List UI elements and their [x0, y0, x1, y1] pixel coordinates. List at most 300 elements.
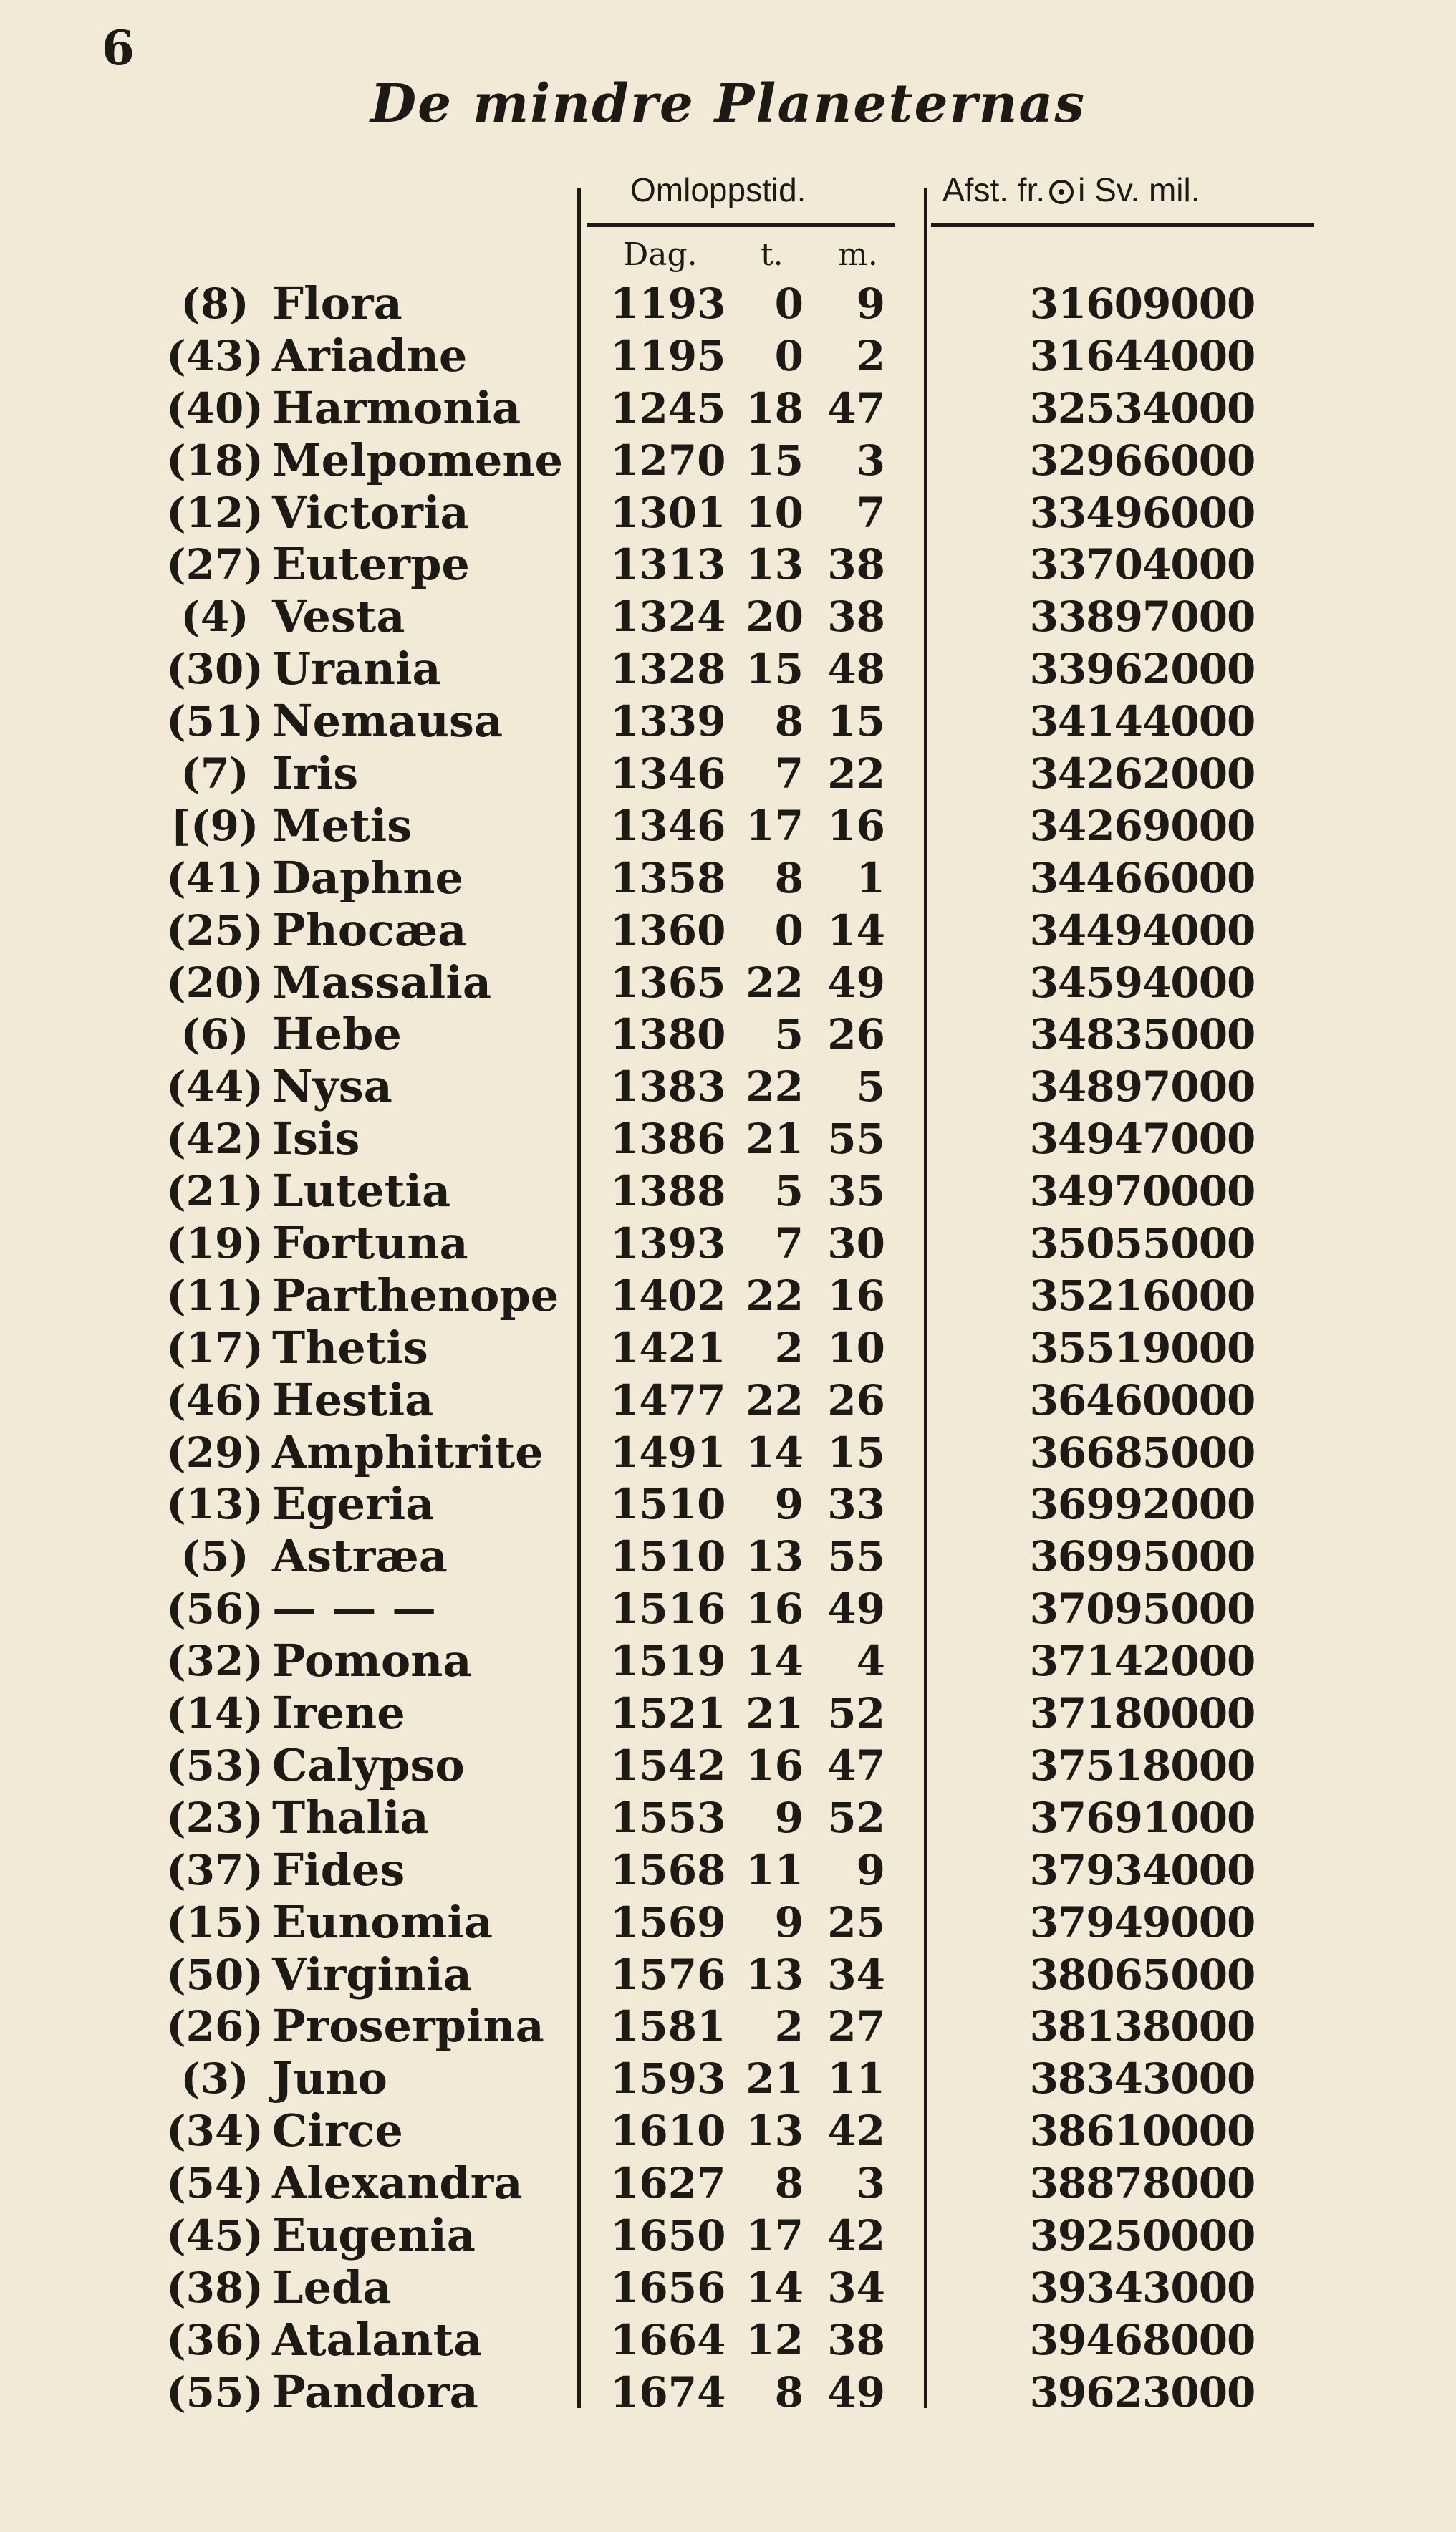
period-days: 1245 [610, 383, 726, 433]
planet-name: Massalia [272, 955, 492, 1009]
table-row [0, 2053, 1456, 2105]
sun-distance: 37518000 [1029, 1741, 1255, 1790]
period-days: 1383 [610, 1062, 726, 1112]
period-days: 1674 [610, 2367, 726, 2417]
sun-distance: 38610000 [1029, 2107, 1255, 2156]
period-minutes: 48 [827, 645, 885, 694]
planet-number: (4) [180, 592, 249, 642]
period-minutes: 49 [827, 1584, 885, 1634]
period-days: 1380 [610, 1010, 726, 1059]
planet-name: Iris [272, 747, 359, 800]
period-hours: 2 [774, 1323, 804, 1372]
period-minutes: 52 [827, 1793, 885, 1842]
period-hours: 22 [746, 958, 804, 1007]
planet-number: (56) [166, 1584, 264, 1634]
period-days: 1360 [610, 905, 726, 955]
period-minutes: 15 [827, 1428, 885, 1477]
period-days: 1510 [610, 1532, 726, 1582]
period-days: 1477 [610, 1375, 726, 1425]
table-row [0, 1792, 1456, 1844]
period-hours: 14 [746, 1428, 804, 1477]
sun-distance: 33897000 [1029, 592, 1255, 642]
table-row [0, 1635, 1456, 1688]
table-row [0, 435, 1456, 487]
sun-distance: 34262000 [1029, 749, 1255, 799]
planet-number: (36) [166, 2315, 264, 2364]
period-hours: 13 [746, 1532, 804, 1582]
table-row [0, 1740, 1456, 1792]
period-minutes: 11 [827, 2054, 885, 2104]
planet-number: (46) [166, 1375, 264, 1425]
table-row [0, 1583, 1456, 1635]
period-minutes: 5 [856, 1062, 885, 1112]
period-days: 1195 [610, 331, 726, 380]
period-days: 1339 [610, 697, 726, 746]
period-days: 1270 [610, 435, 726, 485]
period-hours: 21 [746, 1115, 804, 1164]
planet-number: (8) [180, 279, 249, 328]
planet-name: Hestia [272, 1373, 434, 1426]
period-minutes: 26 [827, 1375, 885, 1425]
period-hours: 11 [746, 1845, 804, 1895]
sun-distance: 31609000 [1029, 279, 1255, 328]
table-row [0, 1270, 1456, 1322]
table-row [0, 1218, 1456, 1270]
table-row [0, 1478, 1456, 1531]
period-minutes: 38 [827, 540, 885, 589]
table-row [0, 1113, 1456, 1165]
period-days: 1328 [610, 645, 726, 694]
planet-name: Hebe [272, 1008, 402, 1061]
period-hours: 22 [746, 1062, 804, 1112]
planet-table [0, 278, 1456, 2419]
period-days: 1656 [610, 2263, 726, 2312]
table-row [0, 330, 1456, 382]
sun-distance: 39250000 [1029, 2210, 1255, 2260]
period-header-rule [587, 223, 895, 227]
sun-distance: 36685000 [1029, 1428, 1255, 1477]
sun-distance: 34897000 [1029, 1062, 1255, 1112]
table-row [0, 1531, 1456, 1583]
period-days: 1346 [610, 749, 726, 799]
planet-name: Parthenope [272, 1269, 559, 1322]
period-minutes: 47 [827, 1741, 885, 1790]
page-title: De mindre Planeternas [370, 73, 1086, 135]
period-days: 1324 [610, 592, 726, 642]
planet-name: Isis [272, 1112, 360, 1165]
planet-name: Vesta [272, 590, 405, 643]
sun-distance: 38878000 [1029, 2159, 1255, 2208]
period-days: 1301 [610, 488, 726, 537]
planet-number: (32) [166, 1637, 264, 1686]
period-minutes: 7 [856, 488, 885, 537]
planet-name: Thalia [272, 1791, 429, 1844]
sun-distance: 39343000 [1029, 2263, 1255, 2312]
period-hours: 14 [746, 1637, 804, 1686]
period-minutes: 49 [827, 958, 885, 1007]
sun-distance: 38138000 [1029, 2002, 1255, 2051]
sun-distance: 37095000 [1029, 1584, 1255, 1634]
planet-number: (12) [166, 488, 264, 537]
period-hours: 9 [774, 1480, 804, 1529]
planet-number: [(9) [170, 801, 259, 850]
period-hours: 2 [774, 2002, 804, 2051]
period-hours: 9 [774, 1897, 804, 1947]
period-minutes: 16 [827, 1271, 885, 1320]
sun-distance: 32966000 [1029, 435, 1255, 485]
period-hours: 8 [774, 697, 804, 746]
planet-name: Ariadne [272, 329, 468, 382]
table-row [0, 591, 1456, 643]
planet-name: Nysa [272, 1060, 392, 1113]
period-hours: 22 [746, 1271, 804, 1320]
table-row [0, 800, 1456, 852]
period-minutes: 9 [856, 279, 885, 328]
sun-distance: 35055000 [1029, 1219, 1255, 1269]
sun-distance: 33704000 [1029, 540, 1255, 589]
sun-distance: 34835000 [1029, 1010, 1255, 1059]
planet-number: (6) [180, 1010, 249, 1059]
period-hours: 13 [746, 2107, 804, 2156]
planet-number: (43) [166, 331, 264, 380]
period-minutes: 38 [827, 592, 885, 642]
days-subheader: Dag. [623, 236, 698, 273]
planet-number: (50) [166, 1950, 264, 1999]
planet-name: Astræa [272, 1530, 448, 1583]
period-days: 1576 [610, 1950, 726, 1999]
table-row [0, 1897, 1456, 1949]
period-hours: 20 [746, 592, 804, 642]
planet-name: Proserpina [272, 2000, 544, 2053]
period-hours: 5 [774, 1010, 804, 1059]
period-hours: 21 [746, 1689, 804, 1738]
planet-number: (18) [166, 435, 264, 485]
period-days: 1313 [610, 540, 726, 589]
planet-number: (38) [166, 2263, 264, 2312]
sun-distance: 35216000 [1029, 1271, 1255, 1320]
period-minutes: 42 [827, 2210, 885, 2260]
sun-distance: 37691000 [1029, 1793, 1255, 1842]
planet-number: (17) [166, 1323, 264, 1372]
table-row [0, 1688, 1456, 1740]
planet-number: (7) [180, 749, 249, 799]
period-minutes: 35 [827, 1167, 885, 1216]
sun-distance: 34466000 [1029, 853, 1255, 902]
period-days: 1346 [610, 801, 726, 850]
planet-number: (25) [166, 905, 264, 955]
period-days: 1569 [610, 1897, 726, 1947]
planet-name: Egeria [272, 1478, 435, 1531]
period-hours: 13 [746, 540, 804, 589]
planet-name: Pandora [272, 2365, 478, 2418]
period-days: 1610 [610, 2107, 726, 2156]
planet-number: (34) [166, 2107, 264, 2156]
period-hours: 5 [774, 1167, 804, 1216]
sun-distance: 36995000 [1029, 1532, 1255, 1582]
planet-name: Atalanta [272, 2313, 483, 2366]
period-hours: 14 [746, 2263, 804, 2312]
period-hours: 22 [746, 1375, 804, 1425]
planet-name: Victoria [272, 486, 469, 539]
planet-name: Phocæa [272, 903, 467, 956]
sun-distance: 34494000 [1029, 905, 1255, 955]
period-hours: 16 [746, 1741, 804, 1790]
period-days: 1386 [610, 1115, 726, 1164]
period-hours: 0 [774, 331, 804, 380]
period-hours: 17 [746, 801, 804, 850]
period-hours: 10 [746, 488, 804, 537]
period-minutes: 15 [827, 697, 885, 746]
period-days: 1421 [610, 1323, 726, 1372]
planet-number: (54) [166, 2159, 264, 2208]
sun-distance: 37142000 [1029, 1637, 1255, 1686]
table-row [0, 1844, 1456, 1897]
table-row [0, 2001, 1456, 2053]
period-hours: 12 [746, 2315, 804, 2364]
period-minutes: 2 [856, 331, 885, 380]
period-header [630, 170, 806, 209]
period-minutes: 42 [827, 2107, 885, 2156]
period-days: 1581 [610, 2002, 726, 2051]
period-days: 1510 [610, 1480, 726, 1529]
sun-distance: 34594000 [1029, 958, 1255, 1007]
distance-header-prefix: Afst. fr. [942, 171, 1046, 208]
period-minutes: 14 [827, 905, 885, 955]
period-days: 1358 [610, 853, 726, 902]
period-minutes: 9 [856, 1845, 885, 1895]
sun-distance: 38343000 [1029, 2054, 1255, 2104]
period-hours: 8 [774, 2159, 804, 2208]
period-days: 1491 [610, 1428, 726, 1477]
table-row [0, 695, 1456, 748]
planet-number: (53) [166, 1741, 264, 1790]
table-row [0, 2105, 1456, 2157]
distance-header [942, 170, 1200, 209]
period-minutes: 26 [827, 1010, 885, 1059]
period-days: 1519 [610, 1637, 726, 1686]
table-row [0, 2210, 1456, 2262]
period-hours: 7 [774, 1219, 804, 1269]
period-minutes: 30 [827, 1219, 885, 1269]
planet-number: (13) [166, 1480, 264, 1529]
period-days: 1542 [610, 1741, 726, 1790]
table-row [0, 2314, 1456, 2367]
period-days: 1553 [610, 1793, 726, 1842]
sun-distance: 34269000 [1029, 801, 1255, 850]
period-minutes: 38 [827, 2315, 885, 2364]
table-row [0, 278, 1456, 330]
period-minutes: 49 [827, 2367, 885, 2417]
planet-number: (5) [180, 1532, 249, 1582]
period-minutes: 52 [827, 1689, 885, 1738]
sun-distance: 36992000 [1029, 1480, 1255, 1529]
page-number: 6 [102, 20, 135, 76]
hours-subheader: t. [761, 236, 784, 273]
period-minutes: 4 [856, 1637, 885, 1686]
planet-number: (3) [180, 2054, 249, 2104]
period-header-label: Omloppstid. [630, 171, 806, 208]
sun-distance: 37180000 [1029, 1689, 1255, 1738]
table-row [0, 2367, 1456, 2419]
planet-name: Calypso [272, 1738, 465, 1791]
period-days: 1402 [610, 1271, 726, 1320]
planet-number: (51) [166, 697, 264, 746]
planet-number: (44) [166, 1062, 264, 1112]
period-minutes: 3 [856, 2159, 885, 2208]
planet-name: Irene [272, 1687, 405, 1740]
planet-name: Thetis [272, 1321, 428, 1374]
sun-distance: 34947000 [1029, 1115, 1255, 1164]
period-hours: 7 [774, 749, 804, 799]
period-days: 1521 [610, 1689, 726, 1738]
period-minutes: 27 [827, 2002, 885, 2051]
period-days: 1593 [610, 2054, 726, 2104]
planet-number: (55) [166, 2367, 264, 2417]
period-days: 1664 [610, 2315, 726, 2364]
period-days: 1568 [610, 1845, 726, 1895]
planet-name: Fortuna [272, 1217, 468, 1270]
planet-name: Eugenia [272, 2208, 476, 2261]
period-hours: 16 [746, 1584, 804, 1634]
period-minutes: 34 [827, 2263, 885, 2312]
planet-number: (45) [166, 2210, 264, 2260]
table-row [0, 957, 1456, 1009]
planet-number: (11) [166, 1271, 264, 1320]
planet-number: (41) [166, 853, 264, 902]
sun-distance: 34970000 [1029, 1167, 1255, 1216]
sun-distance: 37934000 [1029, 1845, 1255, 1895]
planet-name: Flora [272, 277, 402, 329]
table-row [0, 1009, 1456, 1061]
period-minutes: 1 [856, 853, 885, 902]
planet-name: Daphne [272, 851, 463, 904]
period-days: 1627 [610, 2159, 726, 2208]
period-hours: 8 [774, 2367, 804, 2417]
sun-distance: 39623000 [1029, 2367, 1255, 2417]
planet-number: (23) [166, 1793, 264, 1842]
table-row [0, 1061, 1456, 1113]
period-days: 1650 [610, 2210, 726, 2260]
planet-name: Juno [272, 2052, 387, 2105]
sun-icon [1049, 180, 1074, 204]
planet-number: (27) [166, 540, 264, 589]
period-hours: 17 [746, 2210, 804, 2260]
period-hours: 0 [774, 905, 804, 955]
planet-name: Alexandra [272, 2157, 523, 2210]
period-hours: 13 [746, 1950, 804, 1999]
period-minutes: 33 [827, 1480, 885, 1529]
planet-name: Leda [272, 2261, 392, 2314]
period-minutes: 55 [827, 1115, 885, 1164]
table-row [0, 748, 1456, 800]
planet-name: Lutetia [272, 1165, 451, 1218]
table-row [0, 1375, 1456, 1427]
period-hours: 0 [774, 279, 804, 328]
period-days: 1388 [610, 1167, 726, 1216]
planet-name: Harmonia [272, 381, 521, 434]
period-days: 1365 [610, 958, 726, 1007]
planet-name: Euterpe [272, 538, 470, 591]
period-hours: 15 [746, 645, 804, 694]
planet-name: Virginia [272, 1948, 472, 2001]
table-row [0, 1427, 1456, 1479]
planet-number: (19) [166, 1219, 264, 1269]
table-row [0, 905, 1456, 957]
planet-number: (42) [166, 1115, 264, 1164]
distance-header-rule [931, 223, 1314, 227]
planet-name: Nemausa [272, 695, 503, 748]
planet-name: Pomona [272, 1635, 472, 1688]
planet-name: Melpomene [272, 433, 563, 486]
sun-distance: 31644000 [1029, 331, 1255, 380]
period-hours: 9 [774, 1793, 804, 1842]
table-row [0, 1165, 1456, 1218]
period-days: 1393 [610, 1219, 726, 1269]
period-hours: 15 [746, 435, 804, 485]
planet-number: (37) [166, 1845, 264, 1895]
sun-distance: 36460000 [1029, 1375, 1255, 1425]
planet-name: Metis [272, 799, 413, 852]
planet-number: (29) [166, 1428, 264, 1477]
planet-number: (20) [166, 958, 264, 1007]
table-row [0, 382, 1456, 435]
minutes-subheader: m. [838, 236, 878, 273]
table-row [0, 487, 1456, 539]
period-days: 1193 [610, 279, 726, 328]
sun-distance: 33496000 [1029, 488, 1255, 537]
table-row [0, 1949, 1456, 2001]
table-row [0, 852, 1456, 905]
period-minutes: 10 [827, 1323, 885, 1372]
planet-name: Urania [272, 642, 441, 695]
period-hours: 8 [774, 853, 804, 902]
planet-name: Eunomia [272, 1895, 493, 1948]
sun-distance: 32534000 [1029, 383, 1255, 433]
planet-number: (40) [166, 383, 264, 433]
table-row [0, 1322, 1456, 1375]
planet-number: (30) [166, 645, 264, 694]
period-minutes: 47 [827, 383, 885, 433]
table-row [0, 643, 1456, 695]
period-minutes: 55 [827, 1532, 885, 1582]
period-minutes: 34 [827, 1950, 885, 1999]
sun-distance: 33962000 [1029, 645, 1255, 694]
period-minutes: 22 [827, 749, 885, 799]
period-minutes: 3 [856, 435, 885, 485]
planet-number: (15) [166, 1897, 264, 1947]
planet-number: (14) [166, 1689, 264, 1738]
planet-number: (26) [166, 2002, 264, 2051]
table-row [0, 2157, 1456, 2210]
period-minutes: 25 [827, 1897, 885, 1947]
period-hours: 21 [746, 2054, 804, 2104]
planet-name: Circe [272, 2104, 403, 2157]
table-row [0, 539, 1456, 591]
sun-distance: 35519000 [1029, 1323, 1255, 1372]
planet-name: — — — [272, 1582, 437, 1635]
period-hours: 18 [746, 383, 804, 433]
table-row [0, 2262, 1456, 2314]
period-days: 1516 [610, 1584, 726, 1634]
distance-header-suffix: i Sv. mil. [1078, 171, 1200, 208]
planet-name: Fides [272, 1843, 405, 1896]
sun-distance: 39468000 [1029, 2315, 1255, 2364]
sun-distance: 38065000 [1029, 1950, 1255, 1999]
sun-distance: 34144000 [1029, 697, 1255, 746]
sun-distance: 37949000 [1029, 1897, 1255, 1947]
period-minutes: 16 [827, 801, 885, 850]
planet-name: Amphitrite [272, 1425, 544, 1478]
